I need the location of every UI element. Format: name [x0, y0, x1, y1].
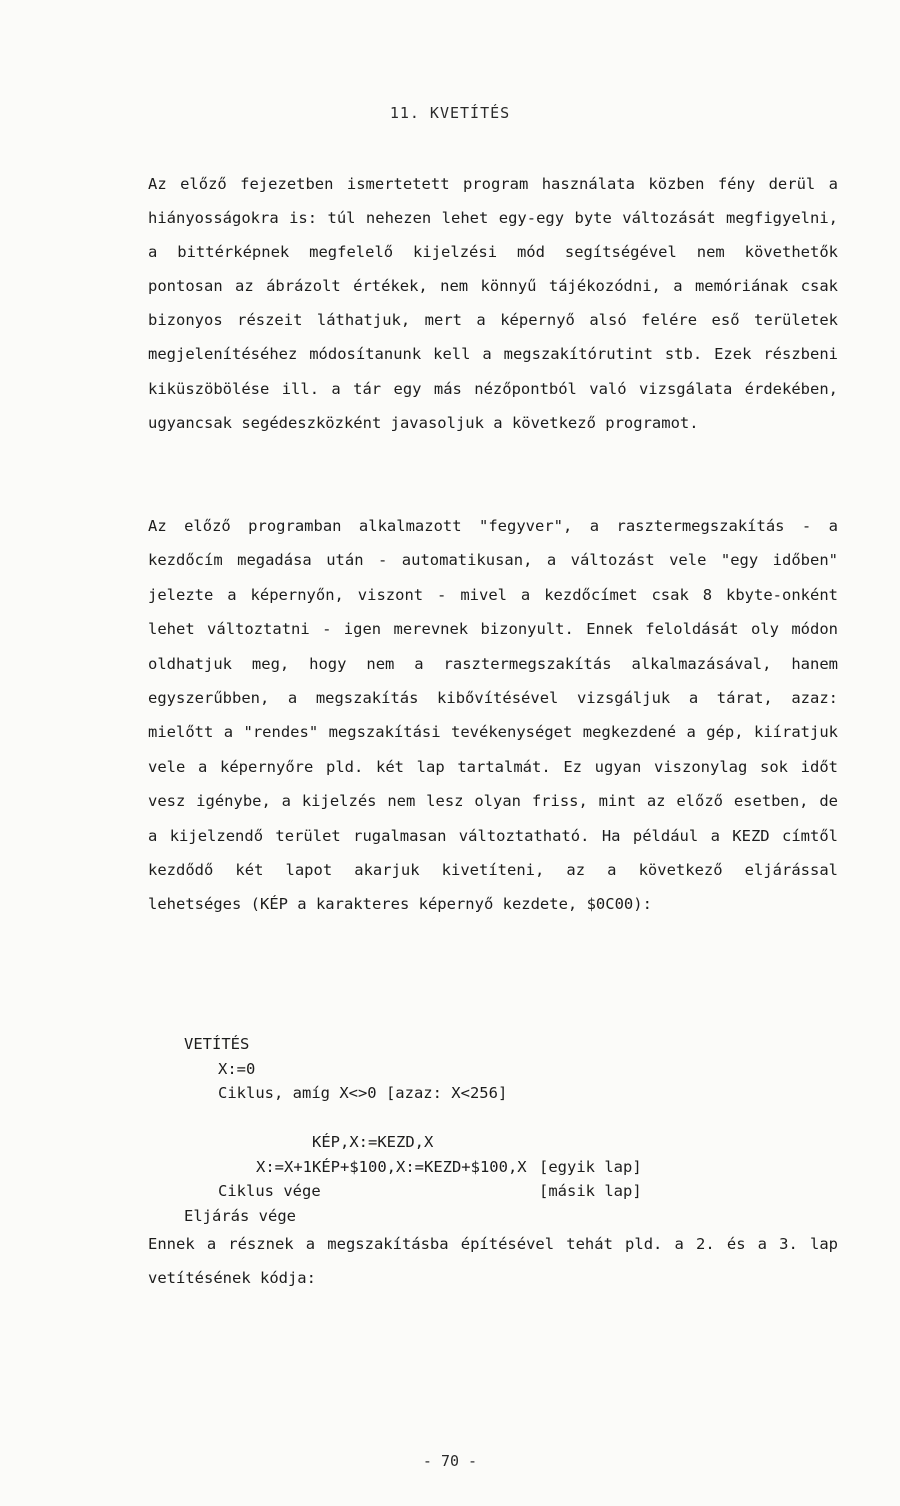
code-statement: KÉP,X:=KEZD,X: [312, 1133, 434, 1151]
code-comment: [egyik lap]: [539, 1157, 642, 1176]
paragraph-method: Az előző programban alkalmazott "fegyver", a rasztermegszakítás - a kezdőcím megadása után - automatikusan, a változást vele "egy időben" jelezte a képernyőn, viszont - mivel a kezdőcímet csak 8 kbyte-onként lehet változtatni - igen merevnek bizonyult. Ennek feloldását oly módon oldhatjuk meg, hogy nem a rasztermegszakítás alkalmazásával, hanem egyszerűbben, a megszakítás kibővítésével vizsgáljuk a tárat, azaz: mielőtt a "rendes" megszakítási tevékenységet megkezdené a gép, kiíratjuk vele a képernyőre pld. két lap tartalmát. Ez ugyan viszonylag sok időt vesz igénybe, a kijelzés nem lesz olyan friss, mint az előző esetben, de a kijelzendő terület rugalmasan változtatható. Ha például a KEZD címtől kezdődő két lapot akarjuk kivetíteni, az a következő eljárással lehetséges (KÉP a karakteres képernyő kezdete, $0C00):: [148, 517, 838, 914]
paragraph-intro: Az előző fejezetben ismertetett program használata közben fény derül a hiányosságokra is: túl nehezen lehet egy-egy byte változását megfigyelni, a bittérképnek megfelelő kijelzési mód segítségével nem követhetők pontosan az ábrázolt értékek, nem könnyű tájékozódni, a memóriának csak bizonyos részeit láthatjuk, mert a képernyő alsó felére eső területek megjelenítéséhez módosítanunk kell a megszakítórutint stb. Ezek részbeni kiküszöbölése ill. a tár egy más nézőpontból való vizsgálata érdekében, ugyancsak segédeszközként javasoljuk a következő programot.: [148, 175, 838, 432]
code-line: X:=0: [218, 1059, 256, 1078]
chapter-title: 11. KVETÍTÉS: [389, 104, 511, 122]
paragraph-conclusion: Ennek a résznek a megszakításba építésével tehát pld. a 2. és a 3. lap vetítésének kódja:: [148, 1235, 838, 1288]
code-comment: [másik lap]: [539, 1182, 642, 1200]
code-line: Eljárás vége: [184, 1206, 296, 1225]
code-line: VETÍTÉS: [184, 1035, 250, 1053]
code-line: X:=X+1: [256, 1157, 312, 1176]
page-number: - 70 -: [422, 1452, 478, 1470]
code-statement: KÉP+$100,X:=KEZD+$100,X: [312, 1157, 527, 1176]
code-line: Ciklus, amíg X<>0 [azaz: X<256]: [218, 1084, 508, 1102]
code-line: Ciklus vége: [218, 1182, 321, 1200]
code-listing: [184, 1032, 804, 1228]
